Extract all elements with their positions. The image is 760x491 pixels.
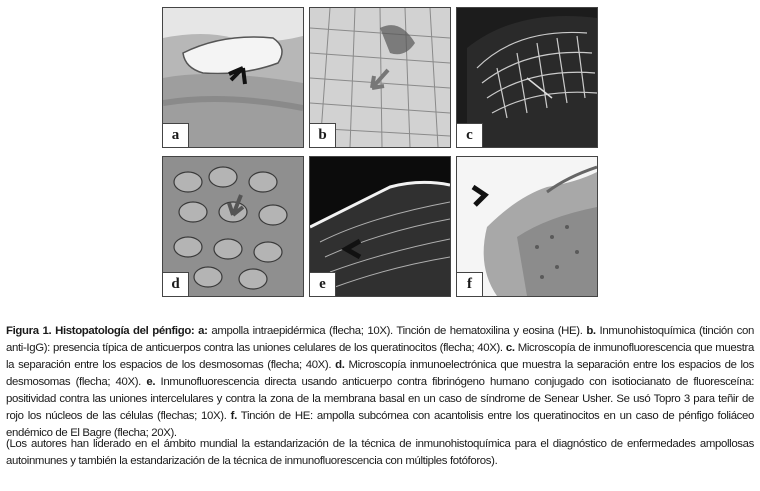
panel-c bbox=[456, 7, 598, 148]
panel-b bbox=[309, 7, 451, 148]
caption-text-a: ampolla intraepidérmica (flecha; 10X). Tinción de hematoxilina y eosina (HE). bbox=[207, 325, 587, 337]
panel-label: e bbox=[310, 272, 336, 296]
caption-text-b: Inmunohistoquímica (tinción con anti-IgG): presencia típica de anticuerpos contra las uniones celulares de los queratinocitos (flecha; 40X). bbox=[6, 325, 754, 354]
panel-label: a bbox=[163, 123, 189, 147]
caption-key-e: e. bbox=[146, 376, 156, 388]
caption-text-e: Inmunofluorescencia directa usando anticuerpo contra fibrinógeno humano conjugado con isotiocianato de fluoresceína: positividad contra las uniones intercelulares y contra la zona de la membrana basal en un caso de síndrome de Senear Usher. Se usó Topro 3 para teñir de rojo los núcleos de las células (flechas; 10X). bbox=[6, 376, 755, 422]
caption-text-f: Tinción de HE: ampolla subcórnea con acantolisis entre los queratinocitos en un caso de pénfigo foliáceo endémico de El Bagre (flecha; 20X). bbox=[6, 410, 754, 439]
caption-key-f: f. bbox=[230, 410, 237, 422]
figure-note: (Los autores han liderado en el ámbito mundial la estandarización de la técnica de inmunohistoquímica para el diagnóstico de enfermedades ampollosas autoinmunes y también la estandarización de la técnica de inmunofluorescencia con múltiples fotóforos). bbox=[6, 438, 754, 467]
panel-e bbox=[309, 156, 451, 297]
caption-title: Figura 1. Histopatología del pénfigo: bbox=[6, 325, 195, 337]
panel-f bbox=[456, 156, 598, 297]
figure-caption bbox=[6, 323, 754, 442]
panel-label: c bbox=[457, 123, 483, 147]
panel-label: b bbox=[310, 123, 336, 147]
caption-key-a: a: bbox=[198, 325, 208, 337]
panel-d bbox=[162, 156, 304, 297]
caption-text-d: Microscopía inmunoelectrónica que muestra la separación entre los espacios de los desmosomas (flecha; 40X). bbox=[6, 359, 754, 388]
panel-label: f bbox=[457, 272, 483, 296]
caption-key-d: d. bbox=[335, 359, 345, 371]
caption-key-b: b. bbox=[586, 325, 596, 337]
panel-label: d bbox=[163, 272, 189, 296]
panel-a bbox=[162, 7, 304, 148]
caption-key-c: c. bbox=[505, 342, 515, 354]
caption-text-c: Microscopía de inmunofluorescencia que muestra la separación entre los espacios de los desmosomas (flecha; 40X). bbox=[6, 342, 754, 371]
